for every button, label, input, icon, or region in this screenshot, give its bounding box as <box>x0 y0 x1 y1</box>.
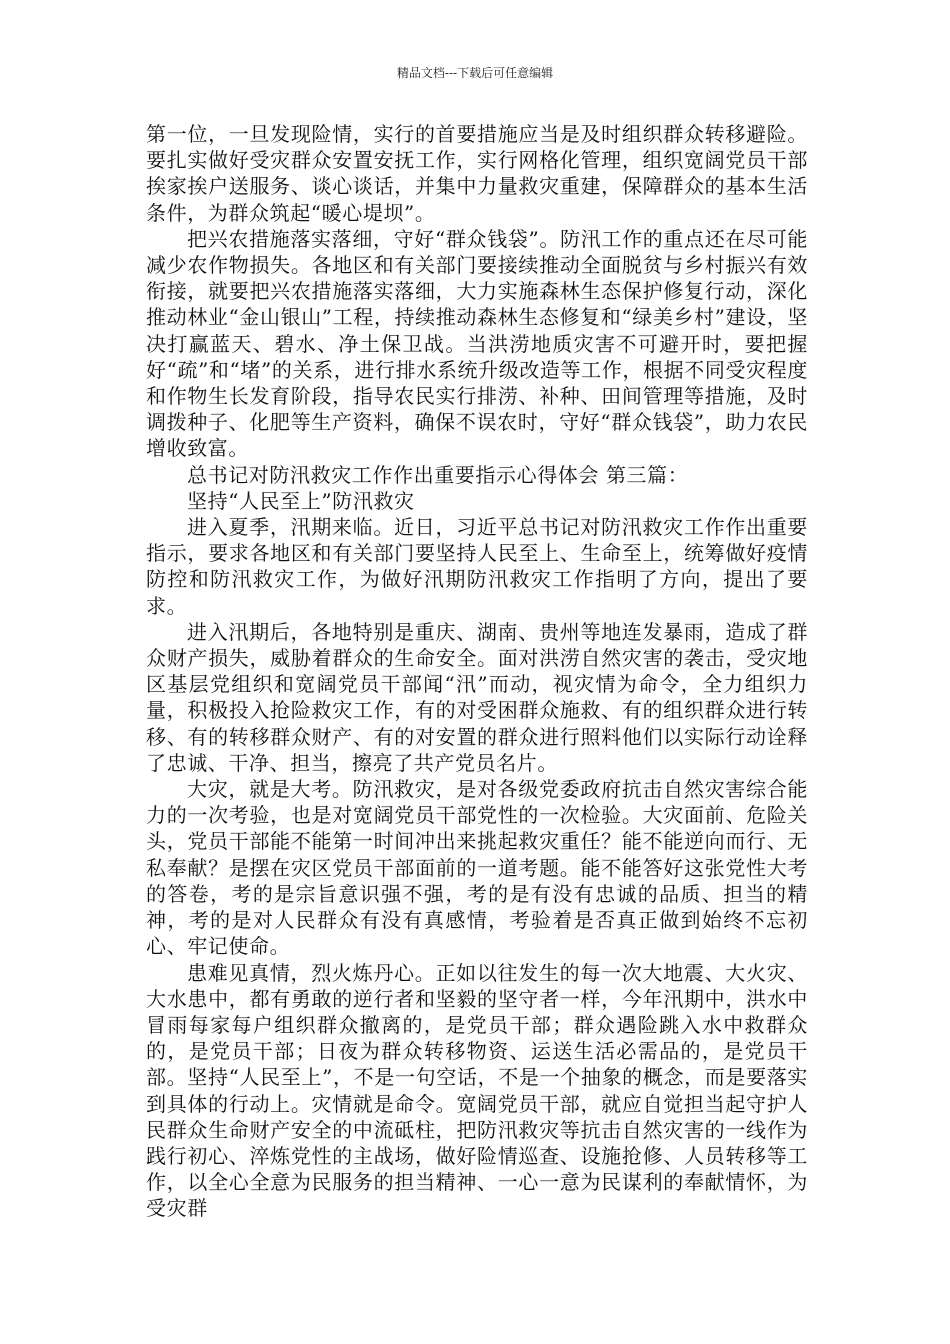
paragraph-3: 进入夏季，汛期来临。近日，习近平总书记对防汛救灾工作作出重要指示，要求各地区和有关部门要坚持人民至上、生命至上，统筹做好疫情防控和防汛救灾工作，为做好汛期防汛救灾工作指明了方向，提出了要求。 <box>146 515 808 618</box>
paragraph-5: 大灾，就是大考。防汛救灾，是对各级党委政府抗击自然灾害综合能力的一次考验，也是对宽阔党员干部党性的一次检验。大灾面前、危险关头，党员干部能不能第一时间冲出来挑起救灾重任？能不能逆向而行、无私奉献？是摆在灾区党员干部面前的一道考题。能不能答好这张党性大考的答卷，考的是宗旨意识强不强，考的是有没有忠诚的品质、担当的精神，考的是对人民群众有没有真感情，考验着是否真正做到始终不忘初心、牢记使命。 <box>146 777 808 959</box>
paragraph-6: 患难见真情，烈火炼丹心。正如以往发生的每一次大地震、大火灾、大水患中，都有勇敢的逆行者和坚毅的坚守者一样，今年汛期中，洪水中冒雨每家每户组织群众撤离的，是党员干部；群众遇险跳入水中救群众的，是党员干部；日夜为群众转移物资、运送生活必需品的，是党员干部。坚持“人民至上”，不是一句空话，不是一个抽象的概念，而是要落实到具体的行动上。灾情就是命令。宽阔党员干部，就应自觉担当起守护人民群众生命财产安全的中流砥柱，把防汛救灾等抗击自然灾害的一线作为践行初心、淬炼党性的主战场，做好险情巡查、设施抢修、人员转移等工作，以全心全意为民服务的担当精神、一心一意为民谋利的奉献情怀，为受灾群 <box>146 960 808 1221</box>
paragraph-2: 把兴农措施落实落细，守好“群众钱袋”。防汛工作的重点还在尽可能减少农作物损失。各地区和有关部门要接续推动全面脱贫与乡村振兴有效衔接，就要把兴农措施落实落细，大力实施森林生态保护修复行动，深化推动林业“金山银山”工程，持续推动森林生态修复和“绿美乡村”建设，坚决打赢蓝天、碧水、净土保卫战。当洪涝地质灾害不可避开时，要把握好“疏”和“堵”的关系，进行排水系统升级改造等工作，根据不同受灾程度和作物生长发育阶段，指导农民实行排涝、补种、田间管理等措施，及时调拨种子、化肥等生产资料，确保不误农时，守好“群众钱袋”，助力农民增收致富。 <box>146 226 808 461</box>
section-heading: 总书记对防汛救灾工作作出重要指示心得体会 第三篇： <box>187 462 689 487</box>
document-body <box>146 121 808 1222</box>
paragraph-1: 第一位，一旦发现险情，实行的首要措施应当是及时组织群众转移避险。要扎实做好受灾群众安置安抚工作，实行网格化管理，组织宽阔党员干部挨家挨户送服务、谈心谈话，并集中力量救灾重建，保障群众的基本生活条件，为群众筑起“暖心堤坝”。 <box>146 122 808 225</box>
paragraph-4: 进入汛期后，各地特别是重庆、湖南、贵州等地连发暴雨，造成了群众财产损失，威胁着群众的生命安全。面对洪涝自然灾害的袭击，受灾地区基层党组织和宽阔党员干部闻“汛”而动，视灾情为命令，全力组织力量，积极投入抢险救灾工作，有的对受困群众施救、有的组织群众进行转移、有的转移群众财产、有的对安置的群众进行照料他们以实际行动诠释了忠诚、干净、担当，擦亮了共产党员名片。 <box>146 619 808 775</box>
page-header: 精品文档---下载后可任意编辑 <box>396 66 554 80</box>
section-title: 坚持“人民至上”防汛救灾 <box>187 488 415 513</box>
